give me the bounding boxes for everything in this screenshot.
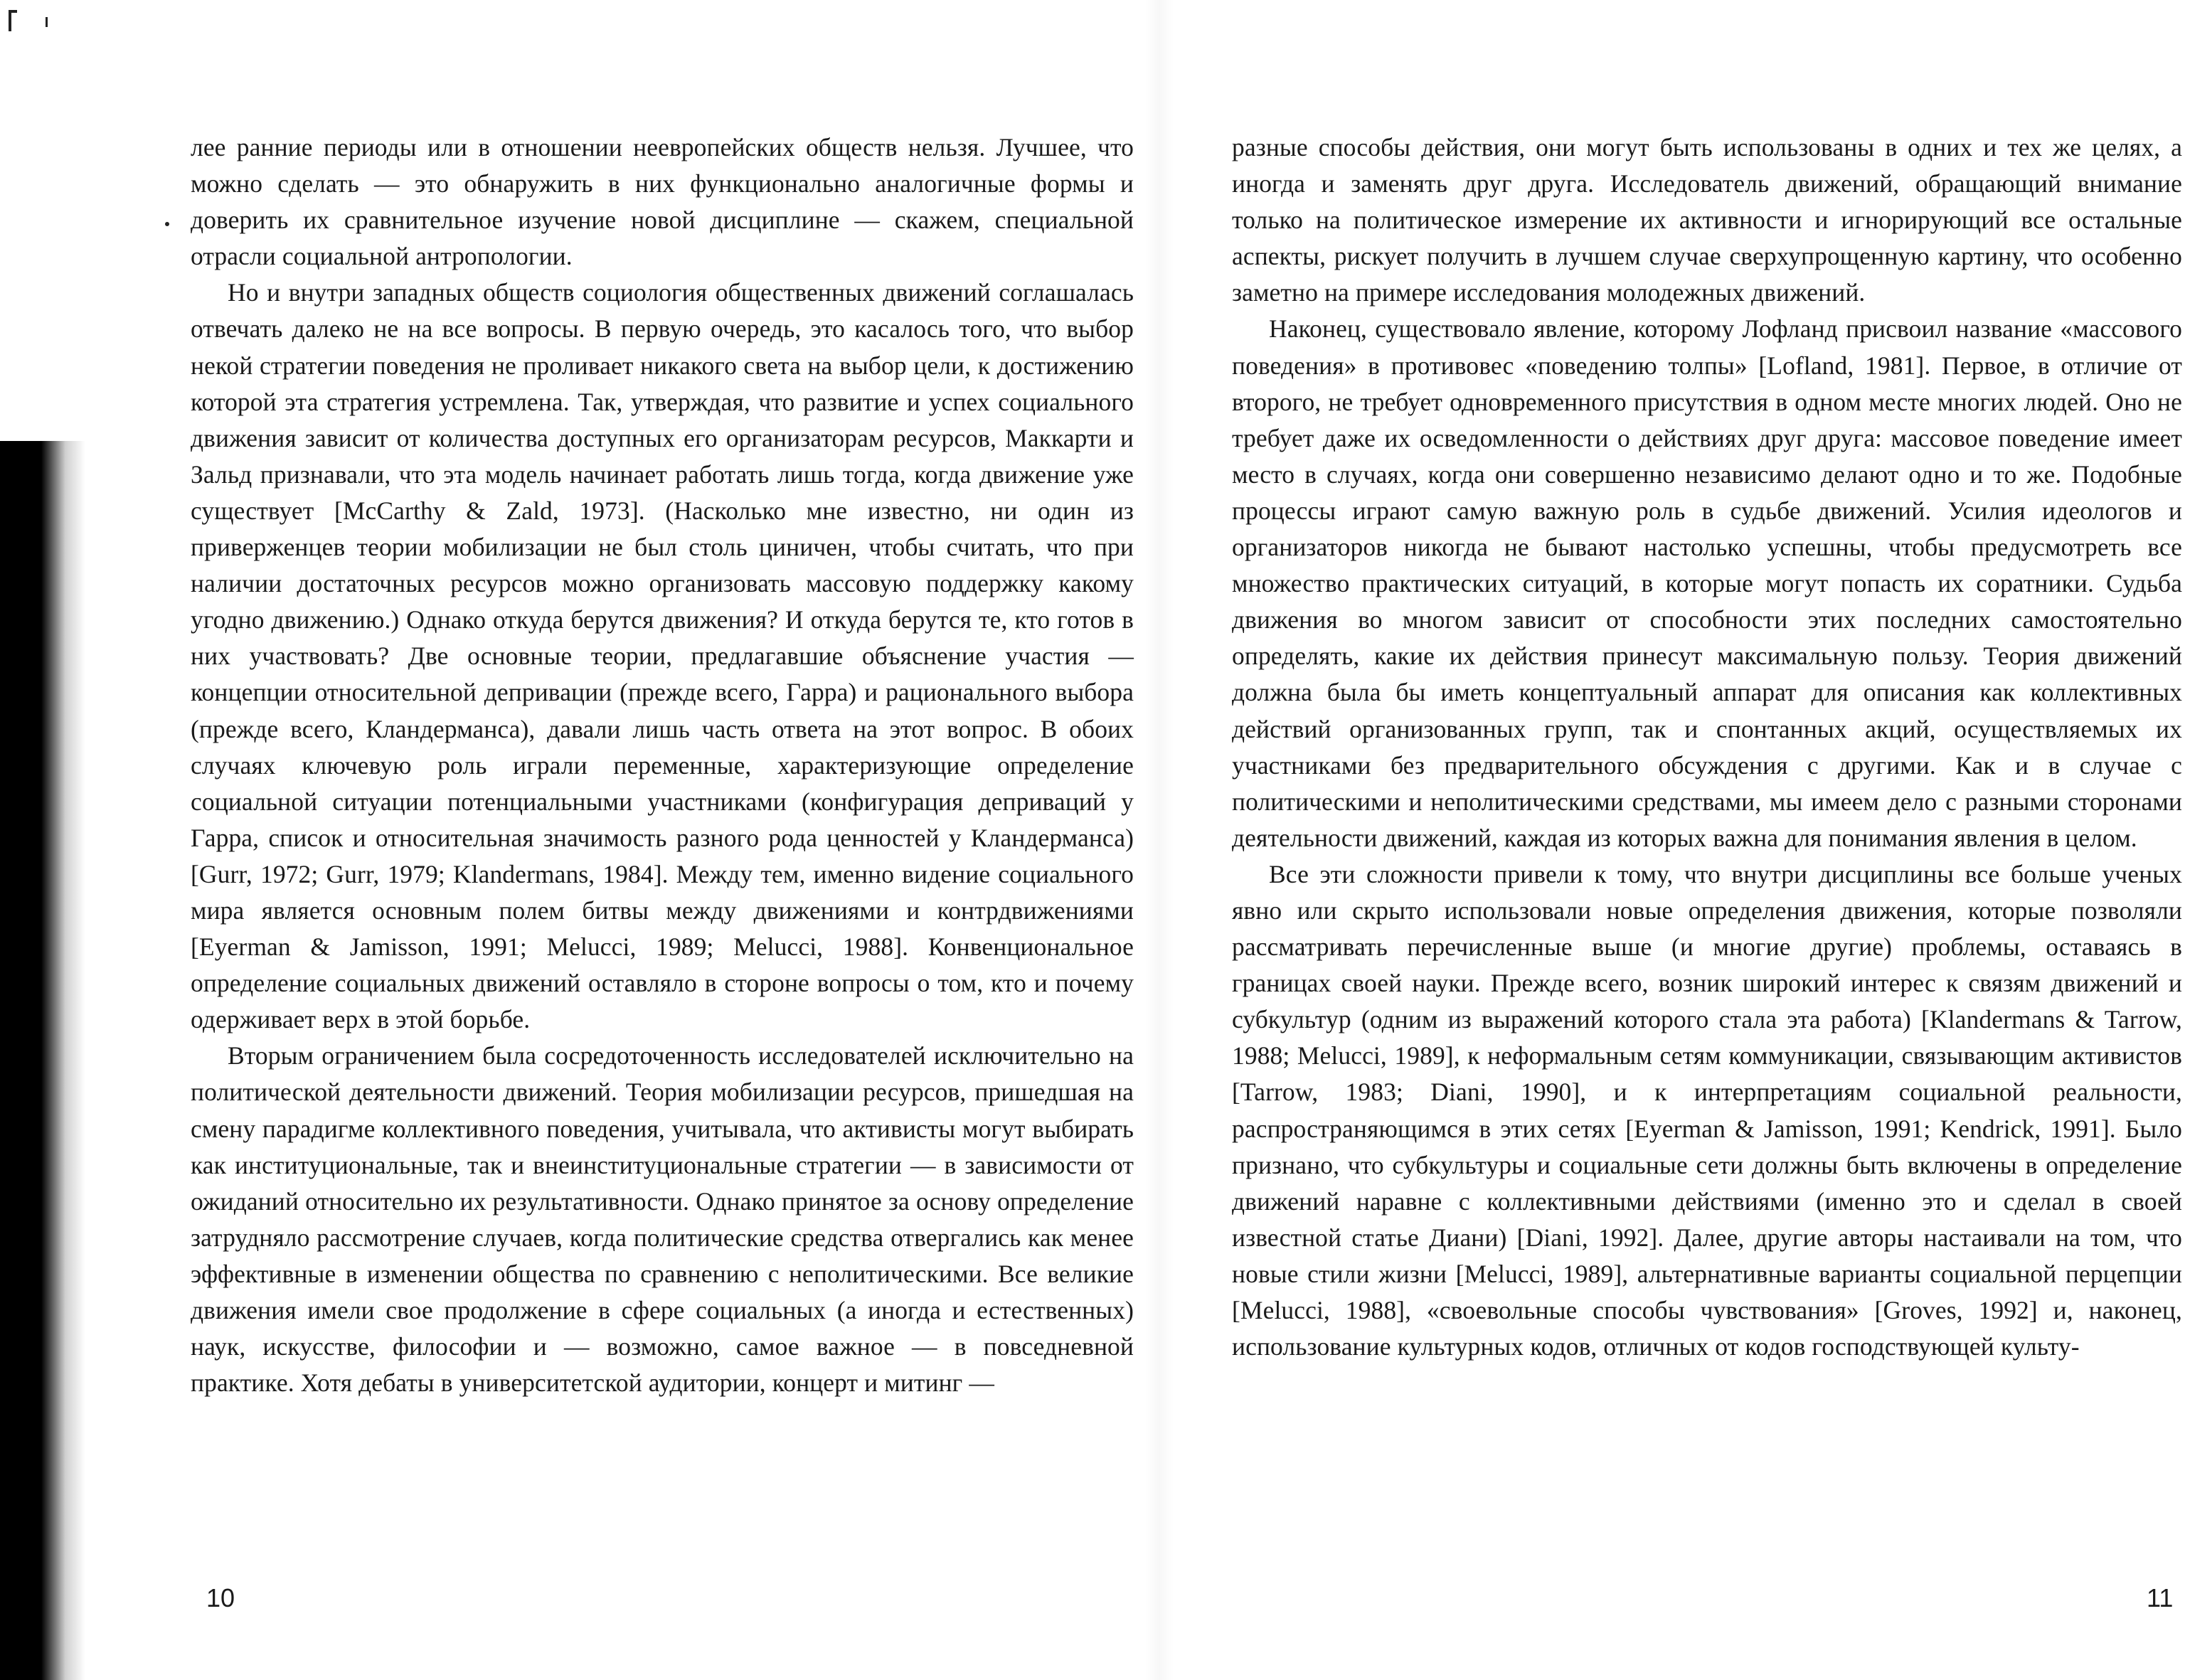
paragraph: Все эти сложности привели к тому, что внутри дисциплины все больше ученых явно или скрыто использовали новые определения движения, которые позволяли рассматривать перечисленные выше (и многие другие) проблемы, оставаясь в границах своей науки. Прежде всего, возник широкий интерес к связям движений и субкультур (одним из выражений которого стала эта работа) [Klandermans & Tarrow, 1988; Melucci, 1989], к неформальным сетям коммуникации, связывающим активистов [Tarrow, 1983; Diani, 1990], и к интерпретациям социальной реальности, распространяющимся в этих сетях [Eyerman & Jamisson, 1991; Kendrick, 1991]. Было признано, что субкультуры и социальные сети должны быть включены в определение движений наравне с коллективными действиями (именно это и сделал в своей известной статье Диани) [Diani, 1992]. Далее, другие авторы настаивали на том, что новые стили жизни [Melucci, 1989], альтернативные варианты социальной перцепции [Melucci, 1988], «своевольные способы чувствования» [Groves, 1992] и, наконец, использование культурных кодов, отличных от кодов господствующей культу- <box>1232 859 2182 1361</box>
page-number: 10 <box>206 1583 235 1612</box>
page-number: 11 <box>2147 1583 2174 1612</box>
margin-mark <box>165 222 169 226</box>
paragraph: Наконец, существовало явление, которому Лофланд присвоил название «массового поведения» в противовес «поведению толпы» [Lofland, 1981]. Первое, в отличие от второго, не требует одновременного присутствия в одном месте многих людей. Оно не требует даже их осведомленности о действиях друг друга: массовое поведение имеет место в случаях, когда они совершенно независимо делают одно и то же. Подобные процессы играют самую важную роль в судьбе движений. Усилия идеологов и организаторов никогда не бывают настолько успешны, чтобы предусмотреть все множество практических ситуаций, в которые могут попасть их соратники. Судьба движения во многом зависит от способности этих последних самостоятельно определять, какие их действия принесут максимальную пользу. Теория движений должна была бы иметь концептуальный аппарат для описания как коллективных действий организованных групп, так и спонтанных акций, осуществляемых их участниками без предварительного обсуждения с другими. Как и в случае с политическими и неполитическими средствами, мы имеем дело с разными сторонами деятельности движений, каждая из которых важна для понимания явления в целом. <box>1232 314 2182 852</box>
paragraph: Но и внутри западных обществ социология общественных движений соглашалась отвечать далеко не на все вопросы. В первую очередь, это касалось того, что выбор некой стратегии поведения не проливает никакого света на выбор цели, к достижению которой эта стратегия устремлена. Так, утверждая, что развитие и успех социального движения зависит от количества доступных его организаторам ресурсов, Маккарти и Зальд признавали, что эта модель начинает работать лишь тогда, когда движение уже существует [McCarthy & Zald, 1973]. (Насколько мне известно, ни один из приверженцев теории мобилизации не был столь циничен, чтобы считать, что при наличии достаточных ресурсов можно организовать массовую поддержку какому угодно движению.) Однако откуда берутся движения? И откуда берутся те, кто готов в них участвовать? Две основные теории, предлагавшие объяснение участия — концепции относительной депривации (прежде всего, Гарра) и рационального выбора (прежде всего, Кландерманса), давали лишь часть ответа на этот вопрос. В обоих случаях ключевую роль играли переменные, характеризующие определение социальной ситуации потенциальными участниками (конфигурация деприваций у Гарра, список и относительная значимость разного рода ценностей у Кландерманса) [Gurr, 1972; Gurr, 1979; Klandermans, 1984]. Между тем, именно видение социального мира является основным полем битвы между движениями и контрдвижениями [Eyerman & Jamisson, 1991; Melucci, 1989; Melucci, 1988]. Конвенциональное определение социальных движений оставляло в стороне вопросы о том, кто и почему одерживает верх в этой борьбе. <box>191 278 1134 1034</box>
right-page-text <box>1232 129 2182 1365</box>
paragraph: Вторым ограничением была сосредоточенность исследователей исключительно на политической деятельности движений. Теория мобилизации ресурсов, пришедшая на смену парадигме коллективного поведения, учитывала, что активисты могут выбирать как институциональные, так и внеинституциональные стратегии — в зависимости от ожиданий относительно их результативности. Однако принятое за основу определение затрудняло рассмотрение случаев, когда политические средства отвергались как менее эффективные в изменении общества по сравнению с неполитическими. Все великие движения имели свое продолжение в сфере социальных (а иногда и естественных) наук, искусстве, философии и — возможно, самое важное — в повседневной практике. Хотя дебаты в университетской аудитории, концерт и митинг — <box>191 1041 1134 1398</box>
paragraph: разные способы действия, они могут быть использованы в одних и тех же целях, а иногда и заменять друг друга. Исследователь движений, обращающий внимание только на политическое измерение их активности и игнорирующий все остальные аспекты, рискует получить в лучшем случае сверхупрощенную картину, что особенно заметно на примере исследования молодежных движений. <box>1232 133 2182 307</box>
paragraph: лее ранние периоды или в отношении неевропейских обществ нельзя. Лучшее, что можно сделать — это обнаружить в них функционально аналогичные формы и доверить их сравнительное изучение новой дисциплине — скажем, специальной отрасли социальной антропологии. <box>191 133 1134 271</box>
right-page <box>1166 0 2185 1680</box>
left-page-text <box>191 129 1134 1401</box>
